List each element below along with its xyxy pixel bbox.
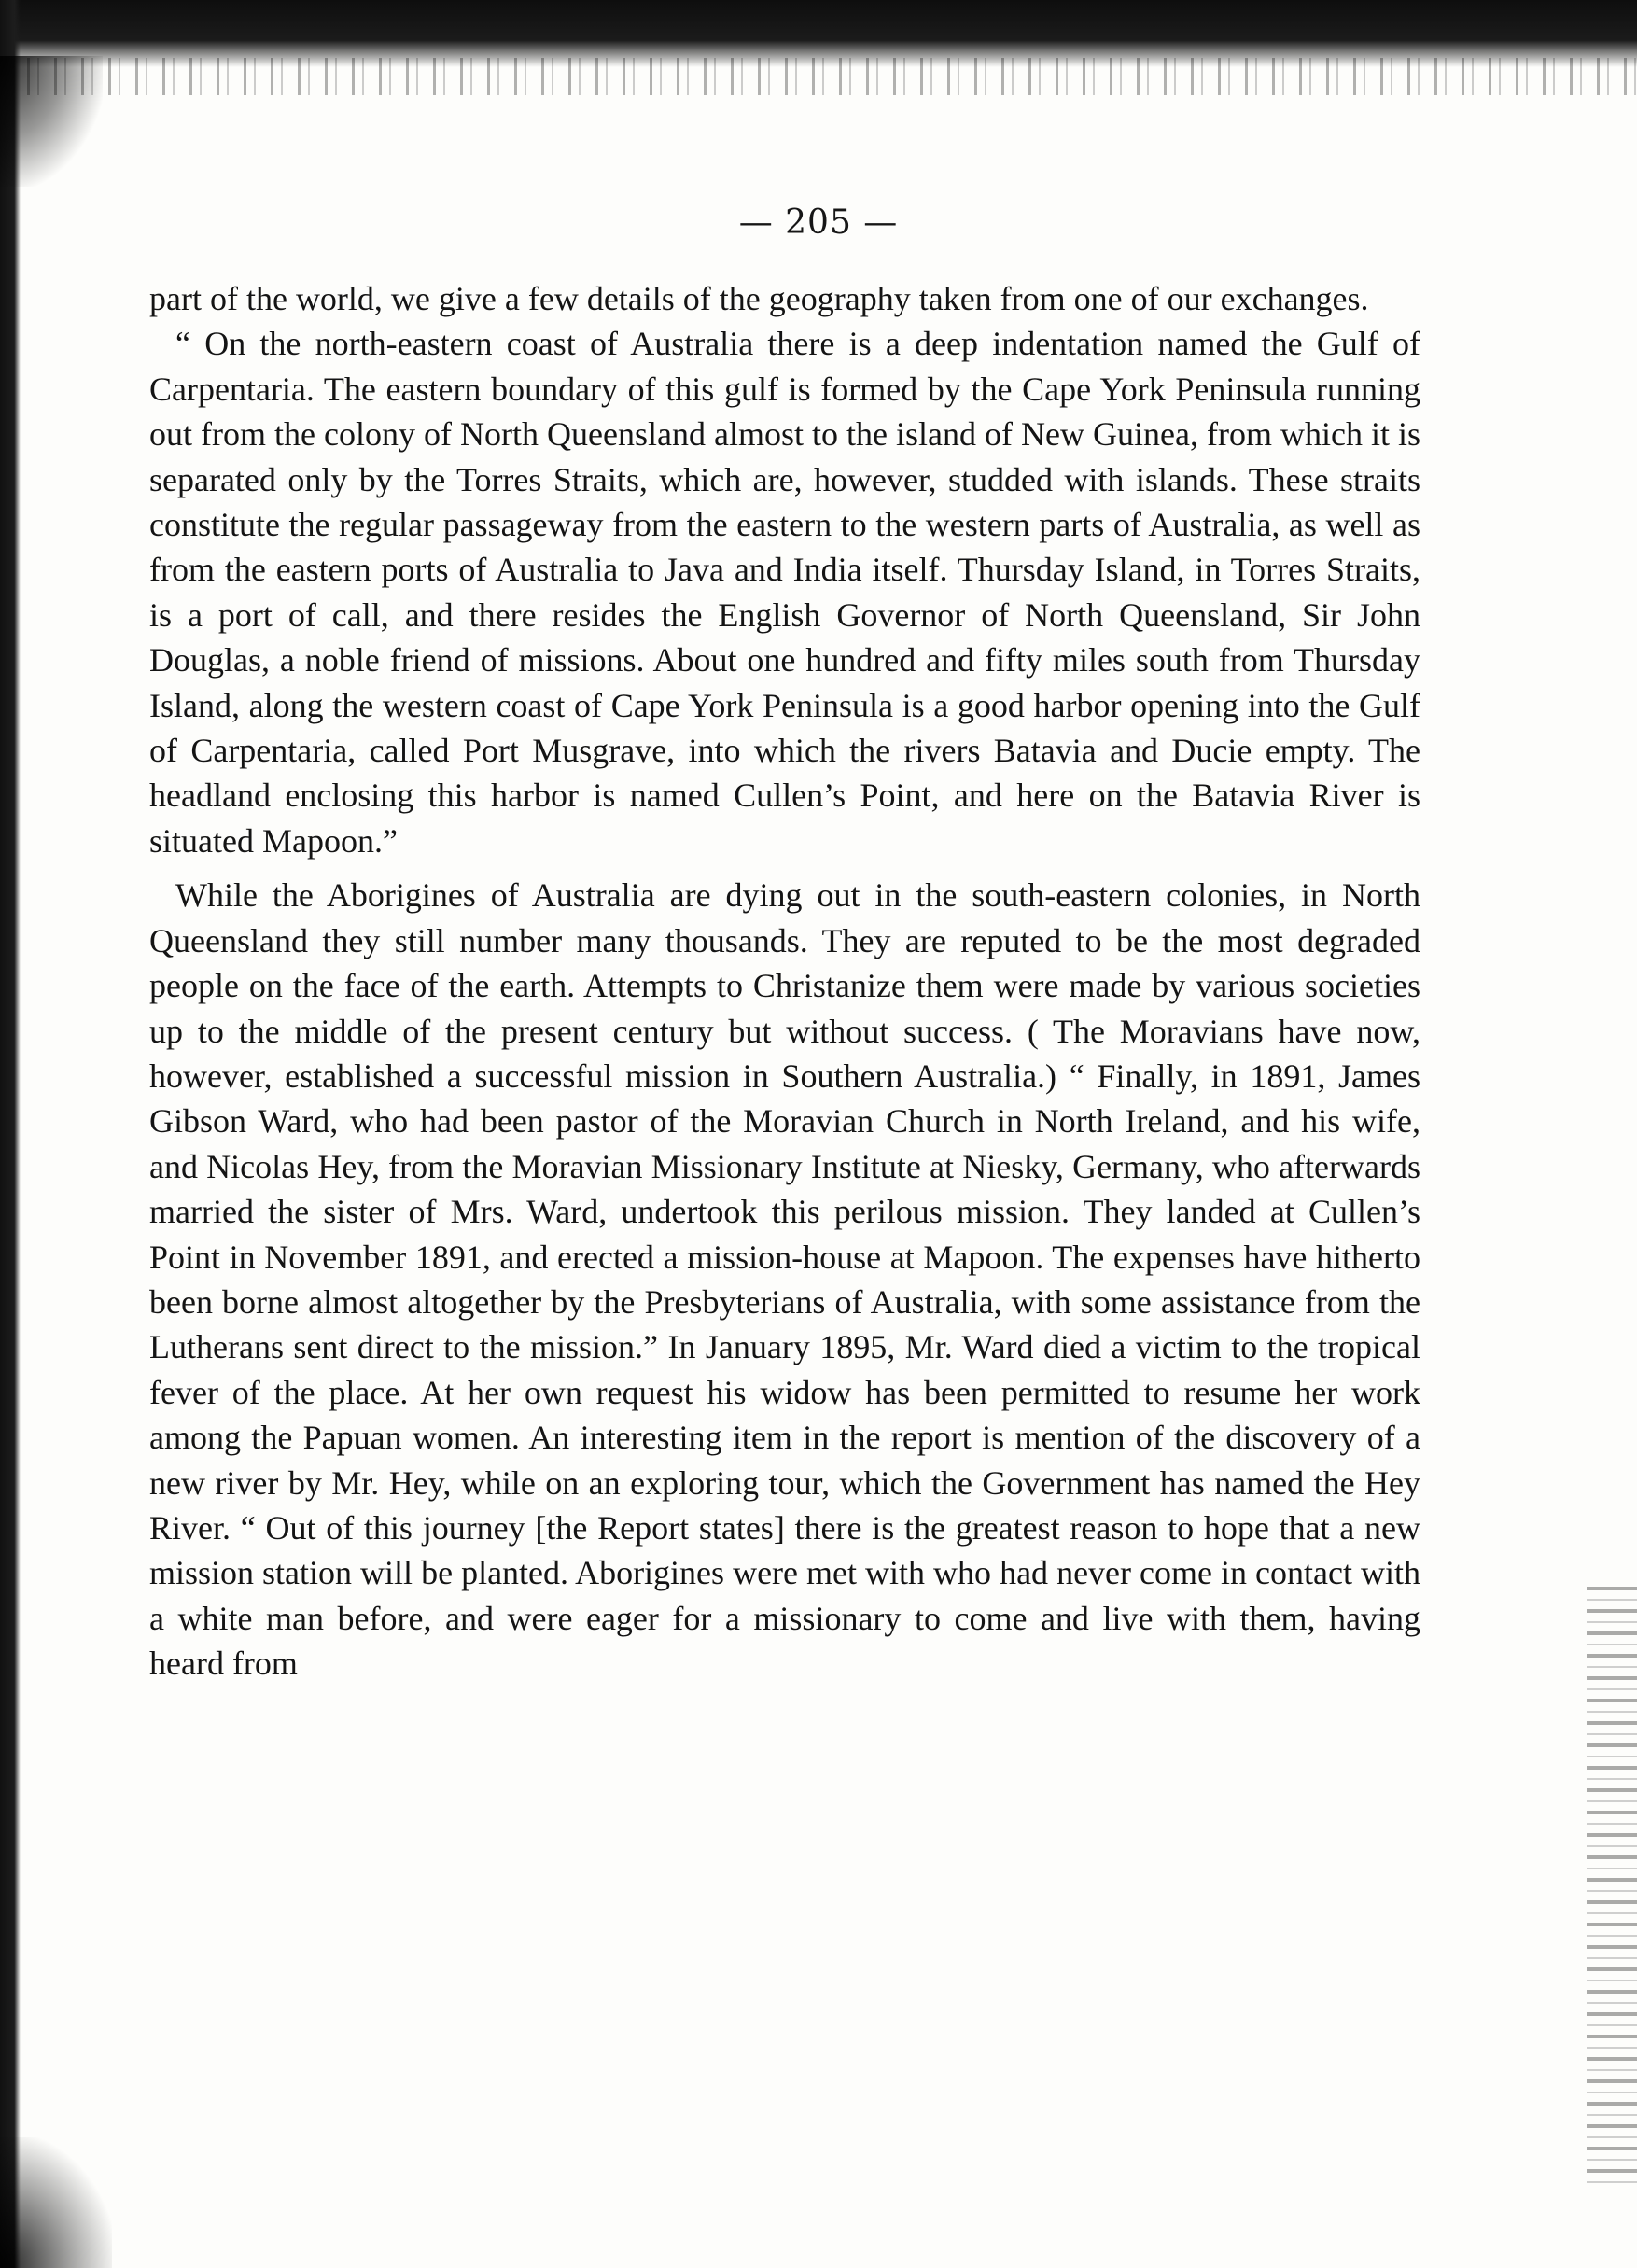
paragraph-3: While the Aborigines of Australia are dying out in the south-eastern colonies, in North Queensland they still number many thousands. They are reputed to be the most degraded people on the face of the earth. Attempts to Christanize them were made by various societies up to the middle of the present century but without success. ( The Moravians have now, however, established a successful mission in Southern Australia.) “ Finally, in 1891, James Gibson Ward, who had been pastor of the Moravian Church in North Ireland, and his wife, and Nicolas Hey, from the Moravian Missionary Institute at Niesky, Germany, who afterwards married the sister of Mrs. Ward, undertook this perilous mission. They landed at Cullen’s Point in November 1891, and erected a mission-house at Mapoon. The expenses have hitherto been borne almost altogether by the Presbyterians of Australia, with some assistance from the Lutherans sent direct to the mission.” In January 1895, Mr. Ward died a victim to the tropical fever of the place. At her own request his widow has been permitted to resume her work among the Papuan women. An interesting item in the report is mention of the discovery of a new river by Mr. Hey, while on an exploring tour, which the Government has named the Hey River. “ Out of this journey [the Report states] there is the greatest reason to hope that a new mission station will be planted. Aborigines were met with who had never come in contact with a white man before, and were eager for a missionary to come and live with them, having heard from xyxy=(149,876,1420,1683)
page-number: — 205 — xyxy=(738,203,899,242)
scan-top-noise xyxy=(0,58,1637,95)
scan-left-bottom-shadow xyxy=(0,2137,112,2268)
scan-left-edge xyxy=(0,0,21,2268)
paragraph-1: part of the world, we give a few details of the geography taken from one of our exchanges. xyxy=(149,280,1369,317)
paragraph-2: “ On the north-eastern coast of Australia there is a deep indentation named the Gulf of Carpentaria. The eastern boundary of this gulf is formed by the Cape York Peninsula running out from the colony of North Queensland almost to the island of New Guinea, from which it is separated only by the Torres Straits, which are, however, studded with islands. These straits constitute the regular passageway from the eastern to the western parts of Australia, as well as from the eastern ports of Australia to Java and India itself. Thursday Island, in Torres Straits, is a port of call, and there resides the English Governor of North Queensland, Sir John Douglas, a noble friend of missions. About one hundred and fifty miles south from Thursday Island, along the western coast of Cape York Peninsula is a good harbor opening into the Gulf of Carpentaria, called Port Musgrave, into which the rivers Batavia and Ducie empty. The headland enclosing this harbor is named Cullen’s Point, and here on the Batavia River is situated Mapoon.” xyxy=(149,325,1420,860)
document-body xyxy=(149,276,1420,1687)
scan-right-speckle xyxy=(1587,1587,1637,2184)
scan-left-corner-shadow xyxy=(0,56,103,187)
